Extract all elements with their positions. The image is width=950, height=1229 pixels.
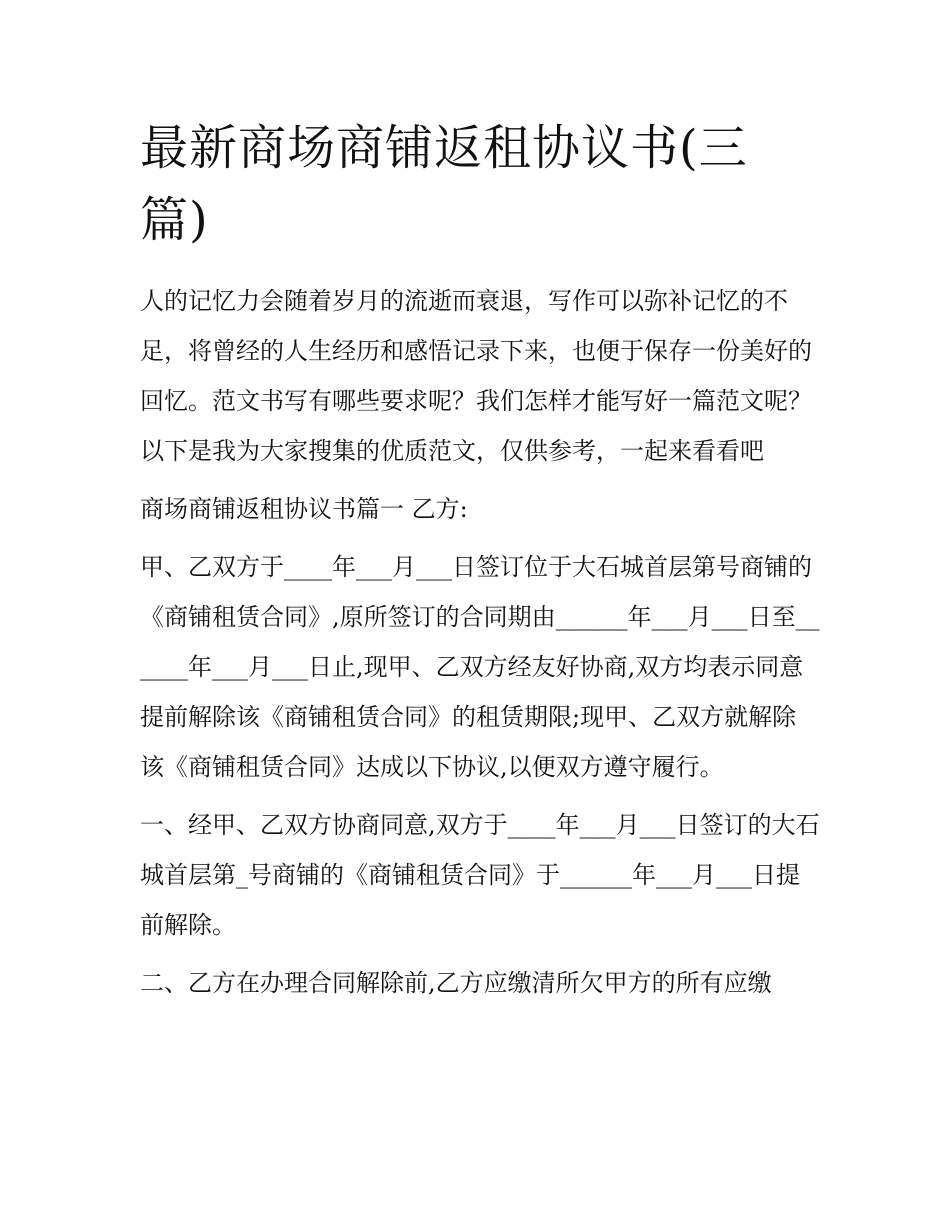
clause-two-paragraph: 二、乙方在办理合同解除前,乙方应缴清所欠甲方的所有应缴 bbox=[140, 969, 772, 997]
contract-paragraph: 甲、乙双方于____年___月___日签订位于大石城首层第号商铺的《商铺租赁合同》,原所签订的合同期由______年___月___日至______年___月___日止,现甲、乙双方经友好协商,双方均表示同意提前解除该《商铺租赁合同》的租赁期限;现甲、乙双方就解除该《商铺租赁合同》达成以下协议,以便双方遵守履行。 bbox=[140, 553, 820, 781]
section-heading: 商场商铺返租协议书篇一 乙方: bbox=[140, 495, 468, 523]
document-page bbox=[140, 112, 820, 1016]
intro-paragraph: 人的记忆力会随着岁月的流逝而衰退，写作可以弥补记忆的不足，将曾经的人生经历和感悟记录下来，也便于保存一份美好的回忆。范文书写有哪些要求呢？我们怎样才能写好一篇范文呢？以下是我为大家搜集的优质范文，仅供参考，一起来看看吧 bbox=[140, 287, 812, 465]
clause-one-paragraph: 一、经甲、乙双方协商同意,双方于____年___月___日签订的大石城首层第_号商铺的《商铺租赁合同》于______年___月___日提前解除。 bbox=[140, 811, 820, 939]
document-title: 最新商场商铺返租协议书(三篇) bbox=[140, 120, 748, 248]
